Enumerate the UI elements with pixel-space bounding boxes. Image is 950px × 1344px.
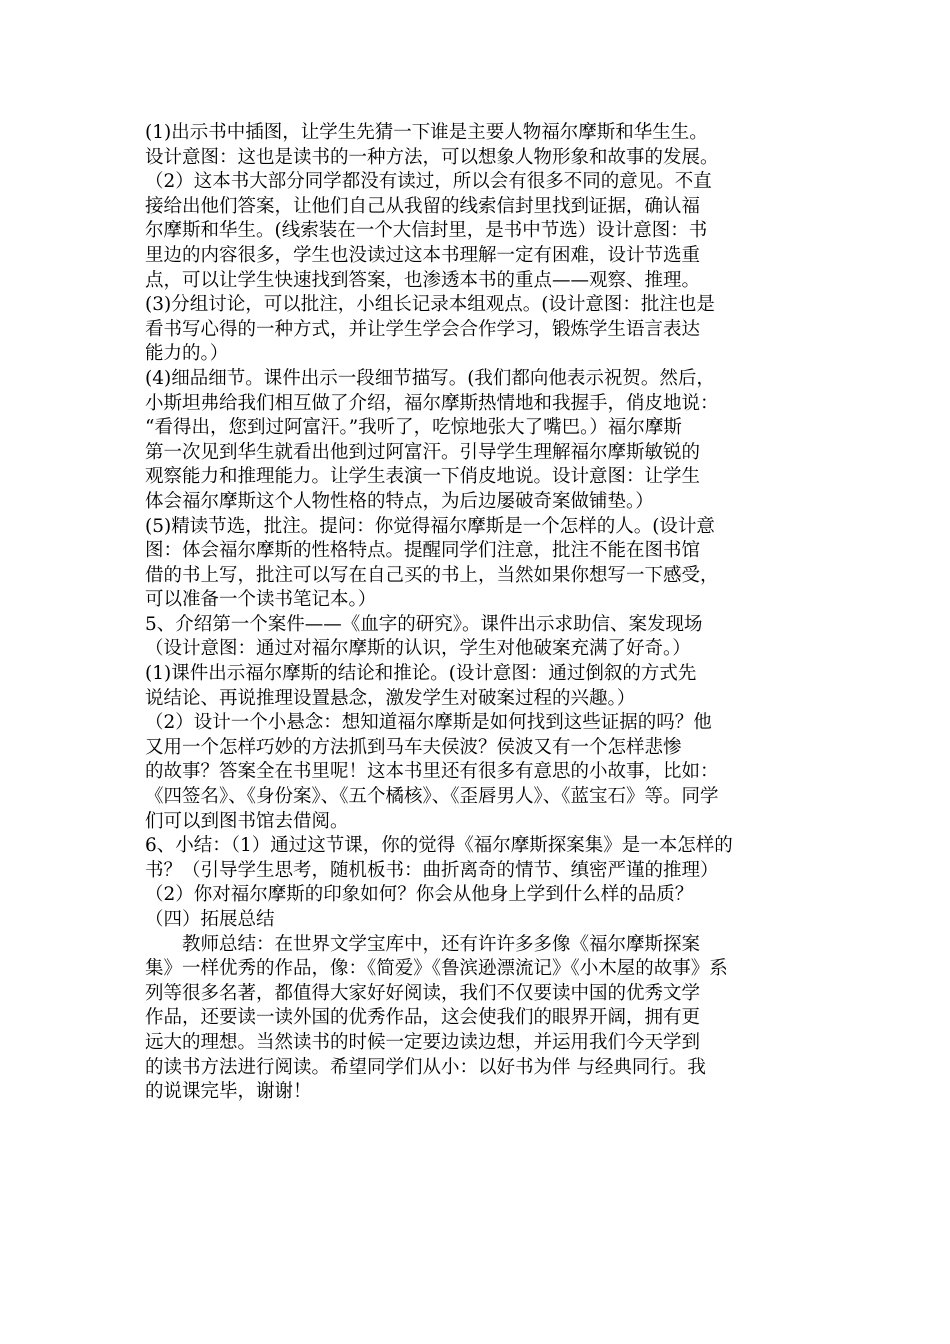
text-line: （设计意图：通过对福尔摩斯的认识，学生对他破案充满了好奇。） bbox=[145, 638, 691, 660]
text-line: 能力的。） bbox=[145, 343, 229, 365]
text-line: （四）拓展总结 bbox=[145, 909, 275, 930]
text-line: 书？（引导学生思考，随机板书：曲折离奇的情节、缜密严谨的推理） bbox=[145, 859, 719, 881]
text-line: (3)分组讨论，可以批注，小组长记录本组观点。(设计意图：批注也是 bbox=[145, 294, 715, 316]
text-line: (1)出示书中插图，让学生先猜一下谁是主要人物福尔摩斯和华生生。 bbox=[145, 122, 708, 143]
text-line: 作品，还要读一读外国的优秀作品，这会使我们的眼界开阔，拥有更 bbox=[145, 1007, 701, 1029]
text-line: （2）这本书大部分同学都没有读过，所以会有很多不同的意见。不直 bbox=[145, 171, 712, 193]
text-line: 的读书方法进行阅读。希望同学们从小：以好书为伴 与经典同行。我 bbox=[145, 1056, 706, 1078]
text-line: 观察能力和推理能力。让学生表演一下俏皮地说。设计意图：让学生 bbox=[145, 466, 701, 488]
text-line: 又用一个怎样巧妙的方法抓到马车夫侯波？侯波又有一个怎样悲惨 bbox=[145, 736, 682, 758]
text-line: 5、介绍第一个案件——《血字的研究》。课件出示求助信、案发现场 bbox=[145, 613, 703, 635]
text-line: 接给出他们答案，让他们自己从我留的线索信封里找到证据，确认福 bbox=[145, 195, 701, 217]
text-line: 可以准备一个读书笔记本。） bbox=[145, 589, 377, 611]
text-line: 列等很多名著，都值得大家好好阅读，我们不仅要读中国的优秀文学 bbox=[145, 982, 701, 1004]
text-line: 设计意图：这也是读书的一种方法，可以想象人物形象和故事的发展。 bbox=[145, 146, 719, 168]
text-line: 远大的理想。当然读书的时候一定要边读边想，并运用我们今天学到 bbox=[145, 1031, 701, 1053]
text-line: 尔摩斯和华生。(线索装在一个大信封里，是书中节选）设计意图：书 bbox=[145, 220, 708, 242]
text-line: 小斯坦弗给我们相互做了介绍，福尔摩斯热情地和我握手，俏皮地说： bbox=[145, 392, 719, 414]
text-line: (1)课件出示福尔摩斯的结论和推论。(设计意图：通过倒叙的方式先 bbox=[145, 663, 697, 685]
text-line: 第一次见到华生就看出他到过阿富汗。引导学生理解福尔摩斯敏锐的 bbox=[145, 441, 701, 463]
text-line: （2）设计一个小悬念：想知道福尔摩斯是如何找到这些证据的吗？他 bbox=[145, 712, 712, 734]
text-line: 们可以到图书馆去借阅。 bbox=[145, 810, 349, 832]
text-line: 《四签名》、《身份案》、《五个橘核》、《歪唇男人》、《蓝宝石》等。同学 bbox=[145, 786, 719, 808]
text-line: 6、小结：（1）通过这节课，你的觉得《福尔摩斯探案集》是一本怎样的 bbox=[145, 835, 733, 857]
text-line: (4)细品细节。课件出示一段细节描写。(我们都向他表示祝贺。然后， bbox=[145, 367, 715, 389]
text-line: （2）你对福尔摩斯的印象如何？你会从他身上学到什么样的品质？ bbox=[145, 884, 694, 906]
text-line: 集》一样优秀的作品，像：《简爱》《鲁滨逊漂流记》《小木屋的故事》系 bbox=[145, 958, 728, 980]
text-line: 借的书上写，批注可以写在自己买的书上，当然如果你想写一下感受， bbox=[145, 564, 719, 586]
text-line: (5)精读节选，批注。提问：你觉得福尔摩斯是一个怎样的人。(设计意 bbox=[145, 515, 715, 537]
text-line: 的故事？答案全在书里呢！这本书里还有很多有意思的小故事，比如： bbox=[145, 761, 719, 783]
text-line: 体会福尔摩斯这个人物性格的特点，为后边屡破奇案做铺垫。） bbox=[145, 490, 654, 512]
document-body bbox=[145, 121, 813, 1105]
text-line: 点，可以让学生快速找到答案，也渗透本书的重点——观察、推理。 bbox=[145, 269, 701, 291]
text-line: “看得出，您到过阿富汗。”我听了，吃惊地张大了嘴巴。）福尔摩斯 bbox=[145, 417, 682, 439]
text-line: 的说课完毕，谢谢！ bbox=[145, 1081, 312, 1103]
text-line: 图：体会福尔摩斯的性格特点。提醒同学们注意，批注不能在图书馆 bbox=[145, 540, 701, 562]
text-line: 教师总结：在世界文学宝库中，还有许许多多像《福尔摩斯探案 bbox=[145, 933, 701, 955]
text-line: 里边的内容很多，学生也没读过这本书理解一定有困难，设计节选重 bbox=[145, 244, 701, 266]
text-line: 说结论、再说推理设置悬念，激发学生对破案过程的兴趣。） bbox=[145, 687, 636, 709]
text-line: 看书写心得的一种方式，并让学生学会合作学习，锻炼学生语言表达 bbox=[145, 318, 701, 340]
